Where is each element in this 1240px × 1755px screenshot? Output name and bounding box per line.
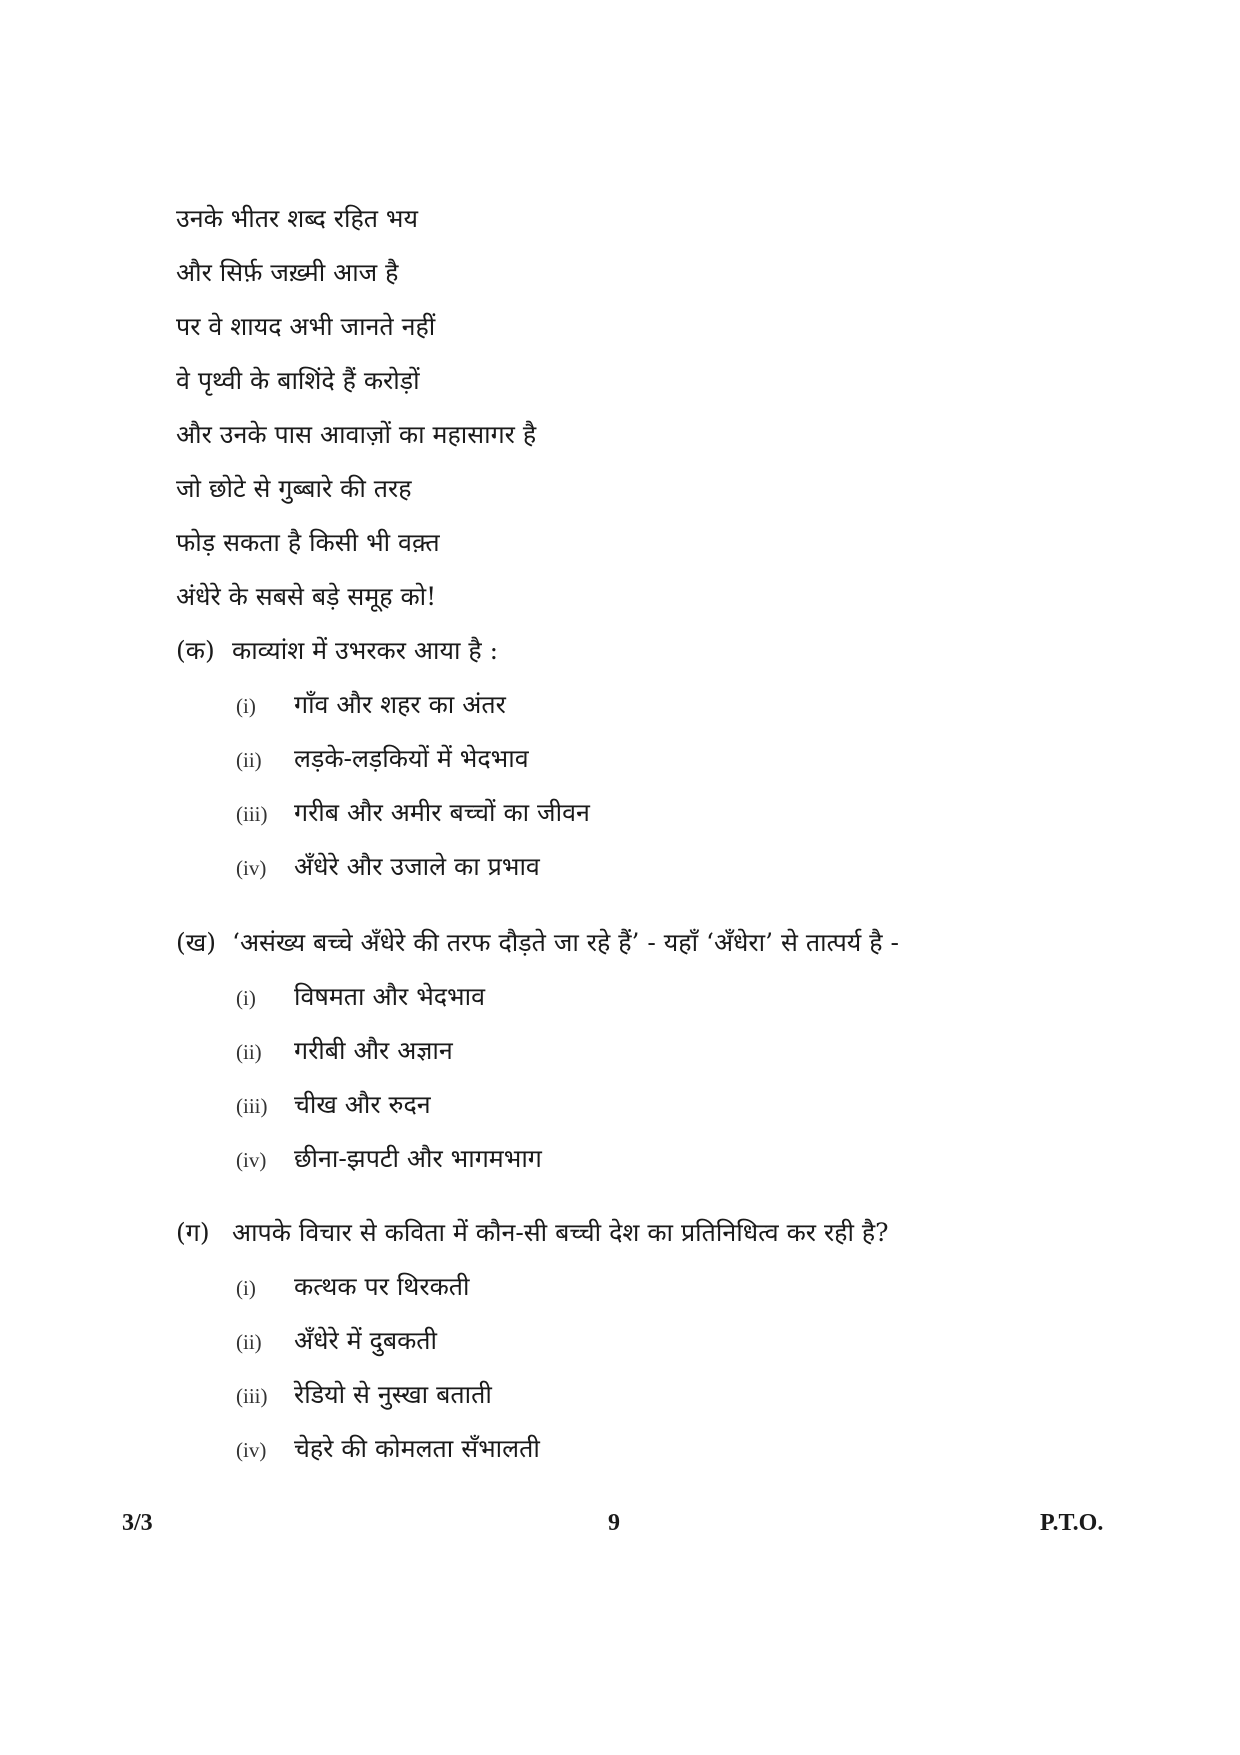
- option-number: (i): [236, 986, 256, 1010]
- option-text: चेहरे की कोमलता सँभालती: [294, 1434, 540, 1463]
- page-number: 9: [608, 1510, 620, 1536]
- option-item: [176, 1368, 1176, 1422]
- option-text: गाँव और शहर का अंतर: [294, 690, 506, 719]
- option-number: (iii): [236, 1384, 268, 1408]
- question-marker: (ख): [176, 928, 216, 957]
- option-number: (i): [236, 1276, 256, 1300]
- option-number: (iv): [236, 1438, 267, 1462]
- question-kha: [176, 916, 1176, 1186]
- option-item: [176, 732, 1176, 786]
- option-text: विषमता और भेदभाव: [294, 982, 485, 1011]
- option-number: (i): [236, 694, 256, 718]
- question-marker: (ग): [176, 1218, 210, 1247]
- question-stem: [176, 916, 1176, 970]
- option-item: [176, 1078, 1176, 1132]
- option-text: कत्थक पर थिरकती: [294, 1272, 470, 1301]
- question-marker: (क): [176, 636, 215, 665]
- option-item: [176, 1314, 1176, 1368]
- paper-code: 3/3: [122, 1510, 153, 1536]
- question-text: काव्यांश में उभरकर आया है :: [232, 636, 499, 665]
- option-item: [176, 970, 1176, 1024]
- option-number: (iii): [236, 802, 268, 826]
- option-item: [176, 1260, 1176, 1314]
- question-text: आपके विचार से कविता में कौन-सी बच्ची देश का प्रतिनिधित्व कर रही है?: [232, 1218, 889, 1247]
- option-item: [176, 1024, 1176, 1078]
- option-item: [176, 678, 1176, 732]
- option-item: [176, 840, 1176, 894]
- option-text: अँधेरे में दुबकती: [294, 1326, 438, 1355]
- poem-excerpt: [176, 192, 1076, 624]
- option-text: छीना-झपटी और भागमभाग: [294, 1144, 542, 1173]
- question-ga: [176, 1206, 1176, 1476]
- option-number: (iii): [236, 1094, 268, 1118]
- option-item: [176, 1132, 1176, 1186]
- option-text: चीख और रुदन: [294, 1090, 431, 1119]
- option-number: (ii): [236, 1330, 262, 1354]
- question-stem: [176, 1206, 1176, 1260]
- poem-line: उनके भीतर शब्द रहित भय: [176, 204, 418, 233]
- poem-line: जो छोटे से गुब्बारे की तरह: [176, 474, 412, 503]
- poem-line: और उनके पास आवाज़ों का महासागर है: [176, 420, 537, 449]
- poem-line: और सिर्फ़ जख़्मी आज है: [176, 258, 399, 287]
- poem-line: पर वे शायद अभी जानते नहीं: [176, 312, 436, 341]
- option-text: लड़के-लड़कियों में भेदभाव: [294, 744, 529, 773]
- option-text: अँधेरे और उजाले का प्रभाव: [294, 852, 540, 881]
- option-number: (ii): [236, 748, 262, 772]
- option-number: (ii): [236, 1040, 262, 1064]
- option-item: [176, 786, 1176, 840]
- poem-line: फोड़ सकता है किसी भी वक़्त: [176, 528, 440, 557]
- question-stem: [176, 624, 1176, 678]
- question-text: ‘असंख्य बच्चे अँधेरे की तरफ दौड़ते जा रहे हैं’ - यहाँ ‘अँधेरा’ से तात्पर्य है -: [232, 928, 899, 957]
- poem-line: वे पृथ्वी के बाशिंदे हैं करोड़ों: [176, 366, 420, 395]
- question-ka: [176, 624, 1176, 894]
- option-number: (iv): [236, 1148, 267, 1172]
- option-number: (iv): [236, 856, 267, 880]
- option-text: गरीबी और अज्ञान: [294, 1036, 453, 1065]
- option-item: [176, 1422, 1176, 1476]
- pto-label: P.T.O.: [1040, 1510, 1104, 1536]
- poem-line: अंधेरे के सबसे बड़े समूह को!: [176, 582, 437, 611]
- option-text: गरीब और अमीर बच्चों का जीवन: [294, 798, 590, 827]
- option-text: रेडियो से नुस्खा बताती: [294, 1380, 492, 1409]
